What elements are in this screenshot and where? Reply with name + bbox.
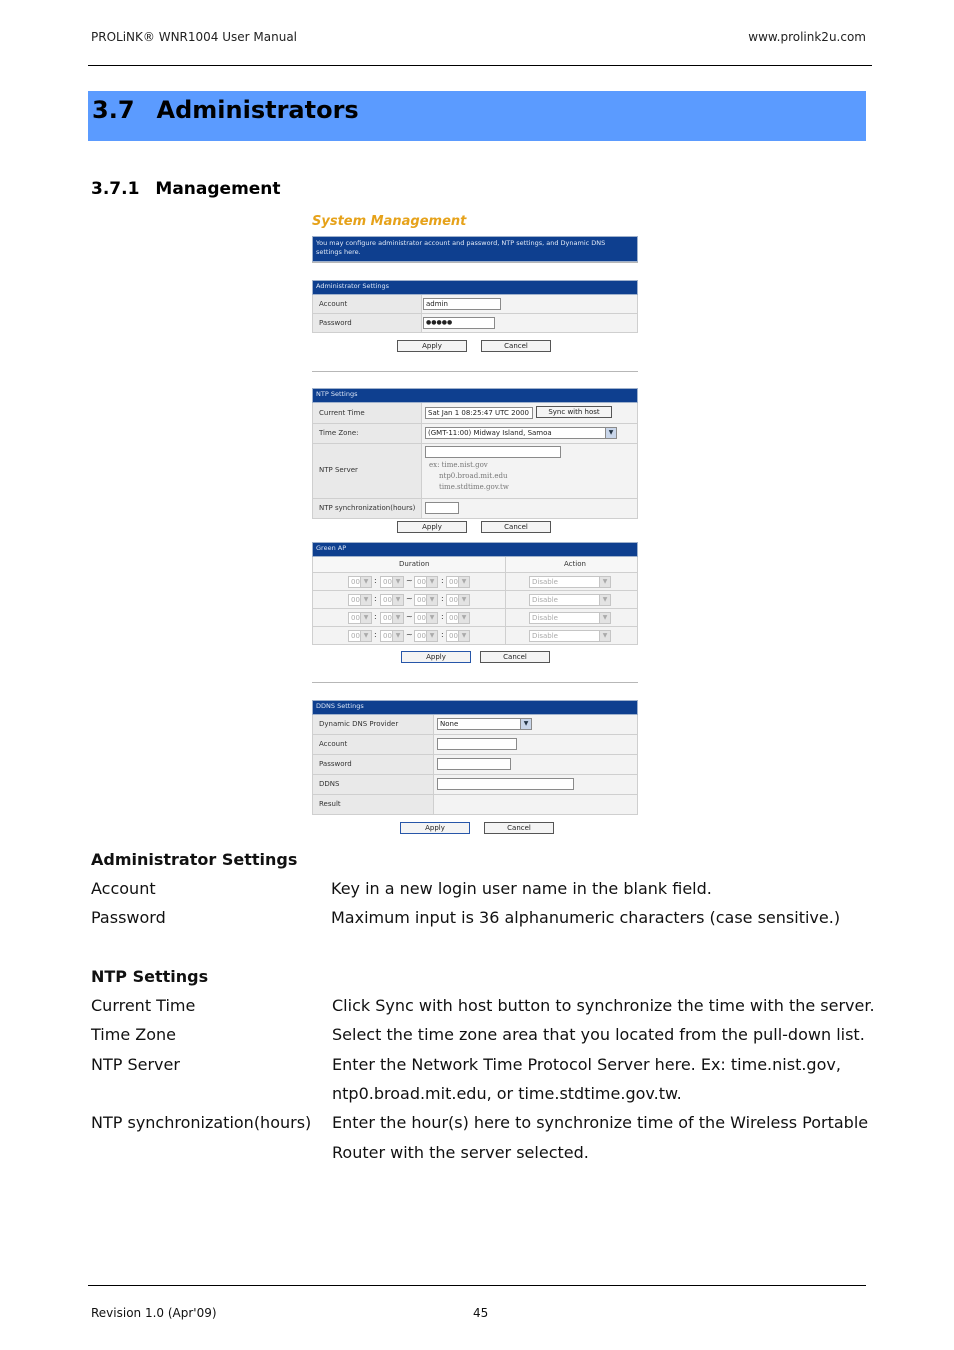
ntp-hint-2: ntp0.broad.mit.edu: [439, 472, 508, 480]
ntp-hint-3: time.stdtime.gov.tw: [439, 483, 509, 491]
green-ap-schedule-row: [312, 627, 638, 645]
admin-apply-button[interactable]: Apply: [397, 340, 467, 352]
chevron-down-icon: ▼: [360, 595, 371, 605]
time-select[interactable]: 00 ▼: [348, 612, 372, 624]
ddns-settings-header: DDNS Settings: [312, 700, 638, 715]
colon-separator: :: [374, 594, 377, 603]
ddns-label: DDNS: [319, 780, 340, 788]
intro-banner: [312, 236, 638, 262]
intro-text: You may configure administrator account and password, NTP settings, and Dynamic DNS settings here.: [316, 239, 606, 256]
ddns-apply-button[interactable]: Apply: [400, 822, 470, 834]
colon-separator: :: [441, 612, 444, 621]
tilde-separator: ~: [406, 630, 413, 639]
admin-account-row: [312, 295, 638, 314]
chevron-down-icon: ▼: [392, 577, 403, 587]
chevron-down-icon: ▼: [599, 595, 610, 605]
action-select[interactable]: Disable ▼: [529, 612, 611, 624]
divider: [312, 262, 638, 263]
password-label: Password: [319, 319, 352, 327]
tilde-separator: ~: [406, 594, 413, 603]
ddns-provider-row: [312, 715, 638, 735]
time-select[interactable]: 00 ▼: [446, 594, 470, 606]
ddns-password-row: [312, 755, 638, 775]
admin-settings-heading: Administrator Settings: [91, 850, 298, 869]
green-ap-apply-button[interactable]: Apply: [401, 651, 471, 663]
time-select[interactable]: 00 ▼: [348, 576, 372, 588]
ntp-sync-hours-input[interactable]: [425, 502, 459, 514]
colon-separator: :: [374, 576, 377, 585]
green-ap-schedule-row: [312, 609, 638, 627]
chevron-down-icon: ▼: [520, 719, 531, 729]
chevron-down-icon: ▼: [360, 631, 371, 641]
desc-current-time: Click Sync with host button to synchronize the time with the server.: [332, 996, 875, 1015]
subsection-heading: [91, 179, 281, 199]
time-select[interactable]: 00 ▼: [380, 612, 404, 624]
admin-settings-header: Administrator Settings: [312, 280, 638, 295]
tilde-separator: ~: [406, 612, 413, 621]
time-select[interactable]: 00 ▼: [446, 630, 470, 642]
time-select[interactable]: 00 ▼: [446, 576, 470, 588]
subsection-number: 3.7.1: [91, 179, 140, 199]
colon-separator: :: [441, 630, 444, 639]
colon-separator: :: [374, 630, 377, 639]
desc-ntp-server: Enter the Network Time Protocol Server here. Ex: time.nist.gov,: [332, 1055, 841, 1074]
ddns-result-label: Result: [319, 800, 341, 808]
action-select[interactable]: Disable ▼: [529, 630, 611, 642]
term-time-zone: Time Zone: [91, 1025, 176, 1044]
green-ap-cancel-button[interactable]: Cancel: [480, 651, 550, 663]
ddns-password-input[interactable]: [437, 758, 511, 770]
footer-rule: [88, 1285, 866, 1286]
ntp-time-zone-row: [312, 424, 638, 444]
colon-separator: :: [441, 594, 444, 603]
term-account: Account: [91, 879, 156, 898]
time-zone-label: Time Zone:: [319, 429, 359, 437]
ddns-provider-label: Dynamic DNS Provider: [319, 720, 399, 728]
header-rule: [88, 65, 872, 66]
section-heading: [92, 94, 359, 126]
chevron-down-icon: ▼: [426, 577, 437, 587]
desc-ntp-sync: Enter the hour(s) here to synchronize time of the Wireless Portable: [332, 1113, 869, 1132]
ddns-account-row: [312, 735, 638, 755]
tilde-separator: ~: [406, 576, 413, 585]
time-select[interactable]: 00 ▼: [348, 630, 372, 642]
ntp-hint-1: ex: time.nist.gov: [429, 461, 488, 469]
chevron-down-icon: ▼: [392, 613, 403, 623]
desc-password: Maximum input is 36 alphanumeric characters (case sensitive.): [331, 908, 841, 927]
section-number: 3.7: [92, 96, 135, 124]
chevron-down-icon: ▼: [458, 631, 469, 641]
colon-separator: :: [441, 576, 444, 585]
chevron-down-icon: ▼: [458, 595, 469, 605]
ddns-host-row: [312, 775, 638, 795]
chevron-down-icon: ▼: [605, 428, 616, 438]
time-select[interactable]: 00 ▼: [414, 612, 438, 624]
ntp-server-row: [312, 444, 638, 499]
ddns-provider-select[interactable]: None ▼: [437, 718, 532, 730]
desc-time-zone: Select the time zone area that you located from the pull-down list.: [332, 1025, 865, 1044]
page-number: 45: [473, 1306, 489, 1320]
desc-account: Key in a new login user name in the blank field.: [331, 879, 712, 898]
ntp-sync-hours-label: NTP synchronization(hours): [319, 504, 416, 512]
chevron-down-icon: ▼: [360, 613, 371, 623]
ddns-password-label: Password: [319, 760, 352, 768]
chevron-down-icon: ▼: [599, 577, 610, 587]
ntp-apply-button[interactable]: Apply: [397, 521, 467, 533]
time-select[interactable]: 00 ▼: [380, 630, 404, 642]
chevron-down-icon: ▼: [599, 631, 610, 641]
chevron-down-icon: ▼: [392, 631, 403, 641]
section-title: Administrators: [156, 96, 359, 124]
current-time-label: Current Time: [319, 409, 365, 417]
ntp-settings-header: NTP Settings: [312, 388, 638, 403]
ntp-current-time-row: [312, 403, 638, 424]
ddns-cancel-button[interactable]: Cancel: [484, 822, 554, 834]
ntp-server-input[interactable]: [425, 446, 561, 458]
term-current-time: Current Time: [91, 996, 196, 1015]
chevron-down-icon: ▼: [599, 613, 610, 623]
green-ap-header: Green AP: [312, 542, 638, 557]
manual-title: PROLiNK® WNR1004 User Manual: [91, 30, 298, 44]
chevron-down-icon: ▼: [392, 595, 403, 605]
chevron-down-icon: ▼: [426, 595, 437, 605]
divider: [312, 682, 638, 683]
website-url: www.prolink2u.com: [748, 30, 866, 44]
ddns-host-input[interactable]: [437, 778, 574, 790]
ddns-account-input[interactable]: [437, 738, 517, 750]
divider: [312, 371, 638, 372]
chevron-down-icon: ▼: [458, 613, 469, 623]
revision-text: Revision 1.0 (Apr'09): [91, 1306, 217, 1320]
admin-account-input[interactable]: admin: [423, 298, 501, 310]
system-management-title: System Management: [312, 214, 467, 229]
duration-column-header: Duration: [399, 560, 430, 568]
green-ap-schedule-row: [312, 591, 638, 609]
desc-ntp-server-cont: ntp0.broad.mit.edu, or time.stdtime.gov.tw.: [332, 1084, 682, 1103]
chevron-down-icon: ▼: [458, 577, 469, 587]
time-select[interactable]: 00 ▼: [414, 576, 438, 588]
action-select[interactable]: Disable ▼: [529, 594, 611, 606]
ntp-settings-heading: NTP Settings: [91, 967, 209, 986]
current-time-field: Sat Jan 1 08:25:47 UTC 2000: [425, 407, 533, 419]
time-select[interactable]: 00 ▼: [446, 612, 470, 624]
admin-cancel-button[interactable]: Cancel: [481, 340, 551, 352]
chevron-down-icon: ▼: [426, 631, 437, 641]
time-select[interactable]: 00 ▼: [380, 594, 404, 606]
chevron-down-icon: ▼: [426, 613, 437, 623]
action-select[interactable]: Disable ▼: [529, 576, 611, 588]
term-ntp-sync: NTP synchronization(hours): [91, 1113, 312, 1132]
ddns-account-label: Account: [319, 740, 348, 748]
admin-password-row: [312, 314, 638, 333]
ddns-result-row: [312, 795, 638, 815]
time-select[interactable]: 00 ▼: [348, 594, 372, 606]
time-zone-select[interactable]: (GMT-11:00) Midway Island, Samoa ▼: [425, 427, 617, 439]
desc-ntp-sync-cont: Router with the server selected.: [332, 1143, 589, 1162]
time-select[interactable]: 00 ▼: [380, 576, 404, 588]
subsection-title: Management: [155, 179, 281, 199]
account-label: Account: [319, 300, 348, 308]
term-password: Password: [91, 908, 166, 927]
time-select[interactable]: 00 ▼: [414, 594, 438, 606]
term-ntp-server: NTP Server: [91, 1055, 180, 1074]
time-select[interactable]: 00 ▼: [414, 630, 438, 642]
ntp-cancel-button[interactable]: Cancel: [481, 521, 551, 533]
action-column-header: Action: [564, 560, 586, 568]
chevron-down-icon: ▼: [360, 577, 371, 587]
ntp-server-label: NTP Server: [319, 466, 358, 474]
ntp-sync-hours-row: [312, 499, 638, 519]
sync-with-host-button[interactable]: Sync with host: [536, 406, 612, 418]
system-management-screenshot: [312, 212, 638, 837]
admin-password-input[interactable]: ●●●●●: [423, 317, 495, 329]
green-ap-schedule-row: [312, 573, 638, 591]
green-ap-column-headers: [312, 557, 638, 573]
colon-separator: :: [374, 612, 377, 621]
